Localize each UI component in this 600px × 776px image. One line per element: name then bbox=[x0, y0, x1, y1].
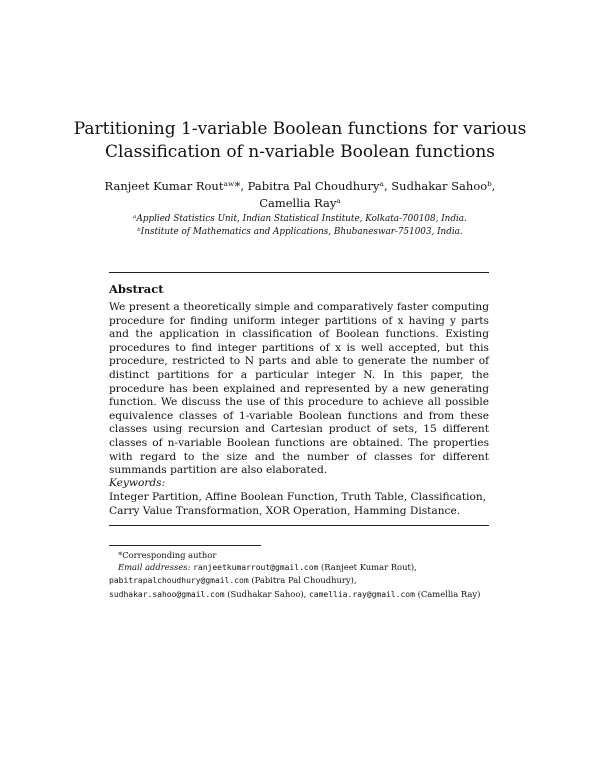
title-line-2: Classification of n-variable Boolean functions bbox=[105, 142, 495, 162]
keywords-line-1: Integer Partition, Affine Boolean Function, Truth Table, Classification, bbox=[109, 491, 487, 503]
paper-title bbox=[60, 118, 540, 164]
keywords-list bbox=[109, 490, 489, 518]
abstract-top-rule bbox=[109, 272, 489, 273]
email-link[interactable]: camellia.ray@gmail.com bbox=[308, 589, 415, 599]
email-line-2 bbox=[109, 574, 489, 587]
email-owner: (Camellia Ray) bbox=[417, 588, 481, 599]
email-owner: (Pabitra Pal Choudhury), bbox=[251, 575, 357, 586]
footnotes bbox=[109, 549, 489, 601]
abstract-bottom-rule bbox=[109, 525, 489, 526]
affiliations bbox=[80, 213, 520, 238]
email-line-3 bbox=[109, 588, 489, 601]
affiliation-a: ᵃApplied Statistics Unit, Indian Statistical Institute, Kolkata-700108, India. bbox=[133, 214, 467, 224]
keywords-label: Keywords: bbox=[109, 477, 166, 489]
corresponding-author-note: *Corresponding author bbox=[118, 550, 217, 560]
affiliation-b: ᵇInstitute of Mathematics and Applications, Bhubaneswar-751003, India. bbox=[137, 226, 463, 237]
email-label: Email addresses: bbox=[118, 562, 191, 573]
email-owner: (Sudhakar Sahoo), bbox=[227, 588, 307, 599]
abstract-heading: Abstract bbox=[109, 282, 164, 296]
abstract-text: We present a theoretically simple and comparatively faster computing procedure for finding uniform integer partitions of x having y parts and the application in classification of Boolean functions. Existing procedures to find integer partitions of x is well accepted, but this procedure, restricted to N parts and able to generate the number of distinct partitions for a particular integer N. In this paper, the procedure has been explained and represented by a new generating function. We discuss the use of this procedure to achieve all possible equivalence classes of 1-variable Boolean functions and from these classes using recursion and Cartesian product of sets, 15 different classes of n-variable Boolean functions are obtained. The properties with regard to the size and the number of classes for different summands partition are also elaborated. bbox=[109, 301, 489, 477]
email-link[interactable]: ranjeetkumarrout@gmail.com bbox=[193, 563, 319, 573]
email-link[interactable]: sudhakar.sahoo@gmail.com bbox=[109, 589, 225, 599]
email-owner: (Ranjeet Kumar Rout), bbox=[321, 562, 417, 573]
authors-line-1: Ranjeet Kumar Routᵃʷ*, Pabitra Pal Choudhuryᵃ, Sudhakar Sahooᵇ, bbox=[104, 179, 496, 193]
email-line-1 bbox=[109, 561, 489, 574]
footnote-rule bbox=[109, 545, 261, 546]
email-link[interactable]: pabitrapalchoudhury@gmail.com bbox=[109, 576, 249, 586]
authors-line-2: Camellia Rayᵃ bbox=[259, 196, 341, 210]
author-list bbox=[90, 178, 510, 212]
title-line-1: Partitioning 1-variable Boolean functions for various bbox=[73, 119, 527, 139]
keywords-line-2: Carry Value Transformation, XOR Operation, Hamming Distance. bbox=[109, 505, 461, 517]
